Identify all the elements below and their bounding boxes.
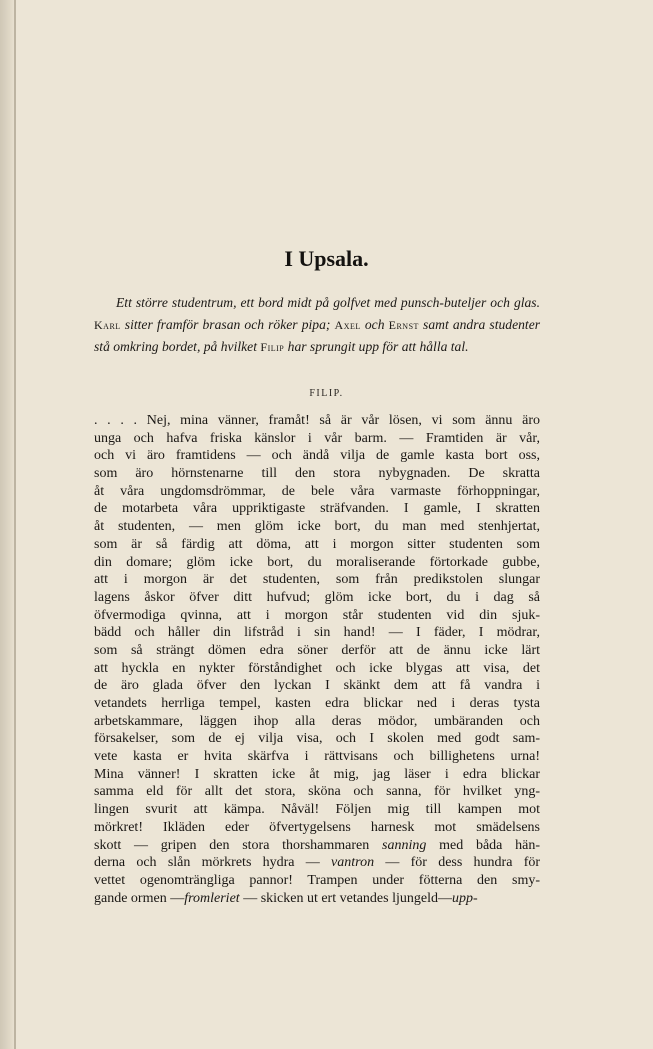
text-line: unga och hafva friska känslor i vår barm. — Framtiden är vår,: [94, 430, 540, 446]
character-name-karl: Karl: [94, 317, 121, 332]
stage-text-4: har sprungit upp för att hålla tal.: [287, 339, 469, 354]
text-line: [94, 890, 540, 908]
character-name-filip: Filip: [260, 340, 285, 354]
text-segment: med båda hän-: [439, 837, 540, 853]
text-line: din domare; glöm icke bort, du moraliserande förtorkade gubbe,: [94, 554, 540, 570]
text-line: arbetskammare, läggen ihop alla deras mödor, umbäranden och: [94, 713, 540, 729]
text-line: åt våra ungdomsdrömmar, de bele våra varmaste förhoppningar,: [94, 483, 540, 499]
italic-word: sanning: [382, 837, 427, 853]
stage-text-1: Ett större studentrum, ett bord midt på golfvet med punsch-buteljer och glas.: [116, 295, 540, 310]
stage-text-3: samt andra studenter stå omkring bordet, på hvilket: [94, 316, 541, 354]
text-line: försakelser, som de ej vilja visa, och I skolen med godt sam-: [94, 731, 540, 747]
text-segment: — skicken ut ert vetandes ljungeld—: [243, 890, 452, 906]
chapter-title: I Upsala.: [284, 246, 369, 271]
text-line: [94, 854, 540, 872]
text-line: åt studenten, — men glöm icke bort, du man med stenhjertat,: [94, 519, 540, 535]
text-line: de motarbeta våra uppriktigaste sträfvanden. I gamle, I skratten: [94, 501, 540, 517]
italic-word: upp-: [451, 890, 478, 906]
text-line: de äro glada öfver den lyckan I skänkt dem att få vandra i: [94, 678, 540, 694]
speaker-heading: FILIP.: [309, 388, 344, 399]
text-line: bädd och håller din lifstråd i sin hand! — I fäder, I mödrar,: [94, 625, 540, 641]
text-line: vete kasta er hvita skärfva i rättvisans och billighetens urna!: [94, 749, 540, 765]
text-segment: derna och slån mörkrets hydra —: [94, 855, 320, 871]
text-line: vettet ogenomträngliga pannor! Trampen under fötterna den smy-: [94, 872, 540, 888]
text-line: som så strängt dömen edra söner derför att de ännu icke lärt: [94, 642, 540, 658]
text-line: [94, 837, 540, 855]
stage-text-2: sitter framför brasan och röker pipa;: [124, 316, 331, 332]
page-gutter-edge: [14, 0, 16, 1049]
text-line: och vi äro framtidens — och ändå vilja de gamle kasta bort oss,: [94, 448, 540, 464]
text-line: lagens åskor öfver ditt hufvud; glöm icke bort, du i dag så: [94, 589, 540, 605]
text-line: att i morgon är det studenten, som från predikstolen slungar: [94, 572, 540, 588]
text-line: mörkret! Ikläden eder öfvertygelsens harnesk mot smädelsens: [94, 819, 540, 835]
text-line: samma eld för allt det stora, sköna och sanna, för hvilket yng-: [94, 784, 540, 800]
text-line: som äro hörnstenarne till den stora nybygnaden. De skratta: [94, 466, 540, 482]
text-segment: skott — gripen den stora thorshammaren: [94, 837, 370, 853]
stage-direction: [94, 292, 540, 359]
italic-word: fromleriet: [184, 890, 240, 906]
text-line: Mina vänner! I skratten icke åt mig, jag läser i edra blickar: [94, 766, 540, 782]
text-line: vetandets herrliga tempel, kasten edra blickar ned i deras tysta: [94, 696, 540, 711]
text-line: lingen svurit att kämpa. Nåväl! Följen mig till kampen mot: [94, 802, 540, 818]
text-segment: — för dess hundra för: [385, 855, 540, 871]
text-line: som är så färdig att döma, att i morgon sitter studenten som: [94, 536, 540, 552]
text-line: öfvermodiga qvinna, att i morgon står studenten vid din sjuk-: [94, 607, 540, 623]
text-line: att hyckla en nykter förståndighet och icke blygas att visa, det: [94, 660, 540, 676]
text-line: . . . . Nej, mina vänner, framåt! så är vår lösen, vi som ännu äro: [94, 413, 540, 428]
text-segment: gande ormen —: [94, 890, 185, 906]
stage-text-and: och: [364, 316, 385, 332]
italic-word: vantron: [331, 855, 375, 871]
character-name-axel: Axel: [334, 317, 361, 332]
speech-text: [94, 412, 540, 907]
character-name-ernst: Ernst: [388, 317, 419, 332]
